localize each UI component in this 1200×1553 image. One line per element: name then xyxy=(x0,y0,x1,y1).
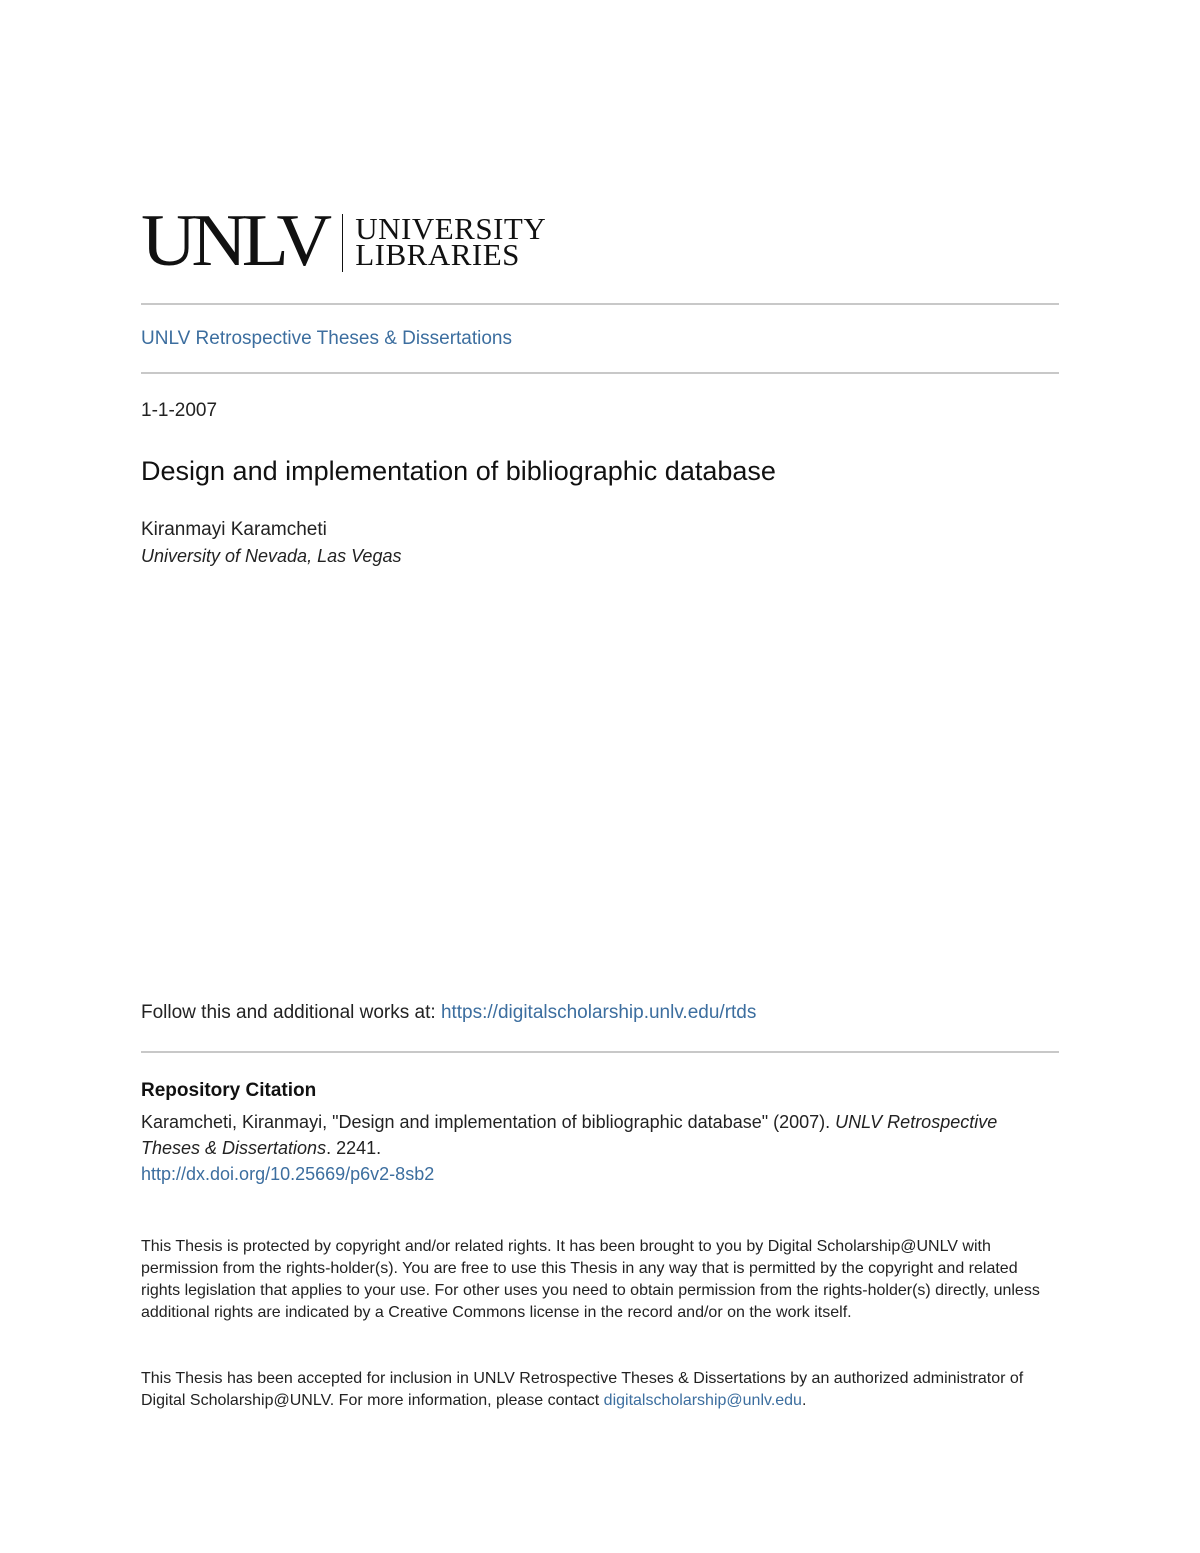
document-title: Design and implementation of bibliographic database xyxy=(141,456,776,486)
citation-text xyxy=(141,1109,1041,1187)
logo-divider xyxy=(342,214,344,272)
author-affiliation: University of Nevada, Las Vegas xyxy=(141,546,402,566)
rights-statement: This Thesis is protected by copyright and/or related rights. It has been brought to you by Digital Scholarship@UNLV with permission from the rights-holder(s). You are free to use this Thesis in any way that is permitted by the copyright and related rights legislation that applies to your use. For other uses you need to obtain permission from the rights-holder(s) directly, unless additional rights are indicated by a Creative Commons license in the record and/or on the work itself. xyxy=(141,1238,1040,1321)
divider-series xyxy=(141,372,1059,374)
doi-link[interactable]: http://dx.doi.org/10.25669/p6v2-8sb2 xyxy=(141,1164,435,1184)
divider-top xyxy=(141,303,1059,305)
citation-heading: Repository Citation xyxy=(141,1080,317,1101)
series-link[interactable]: UNLV Retrospective Theses & Dissertations xyxy=(141,328,513,349)
follow-line xyxy=(141,1002,756,1024)
author-name: Kiranmayi Karamcheti xyxy=(141,519,327,540)
acceptance-text: This Thesis has been accepted for inclusion in UNLV Retrospective Theses & Dissertations by an authorized administrator of Digital Scholarship@UNLV. For more information, please contact xyxy=(141,1370,1024,1409)
divider-citation xyxy=(141,1051,1059,1053)
contact-email-link[interactable]: digitalscholarship@unlv.edu xyxy=(603,1392,802,1409)
acceptance-statement xyxy=(141,1368,1046,1412)
follow-prefix: Follow this and additional works at: xyxy=(141,1002,441,1023)
publication-date: 1-1-2007 xyxy=(141,400,218,421)
logo-line-2: LIBRARIES xyxy=(355,237,520,272)
logo-line-1: UNIVERSITY xyxy=(355,211,547,246)
collection-url-link[interactable]: https://digitalscholarship.unlv.edu/rtds xyxy=(440,1002,757,1023)
unlv-libraries-logo xyxy=(141,200,547,282)
citation-journal: UNLV Retrospective Theses & Dissertations xyxy=(141,1112,998,1158)
citation-body: Karamcheti, Kiranmayi, "Design and implementation of bibliographic database" (2007). xyxy=(141,1112,836,1132)
logo-text xyxy=(355,210,547,272)
logo-mark: UNLV xyxy=(141,200,327,282)
acceptance-end: . xyxy=(801,1392,807,1409)
citation-number: . 2241. xyxy=(326,1138,382,1158)
